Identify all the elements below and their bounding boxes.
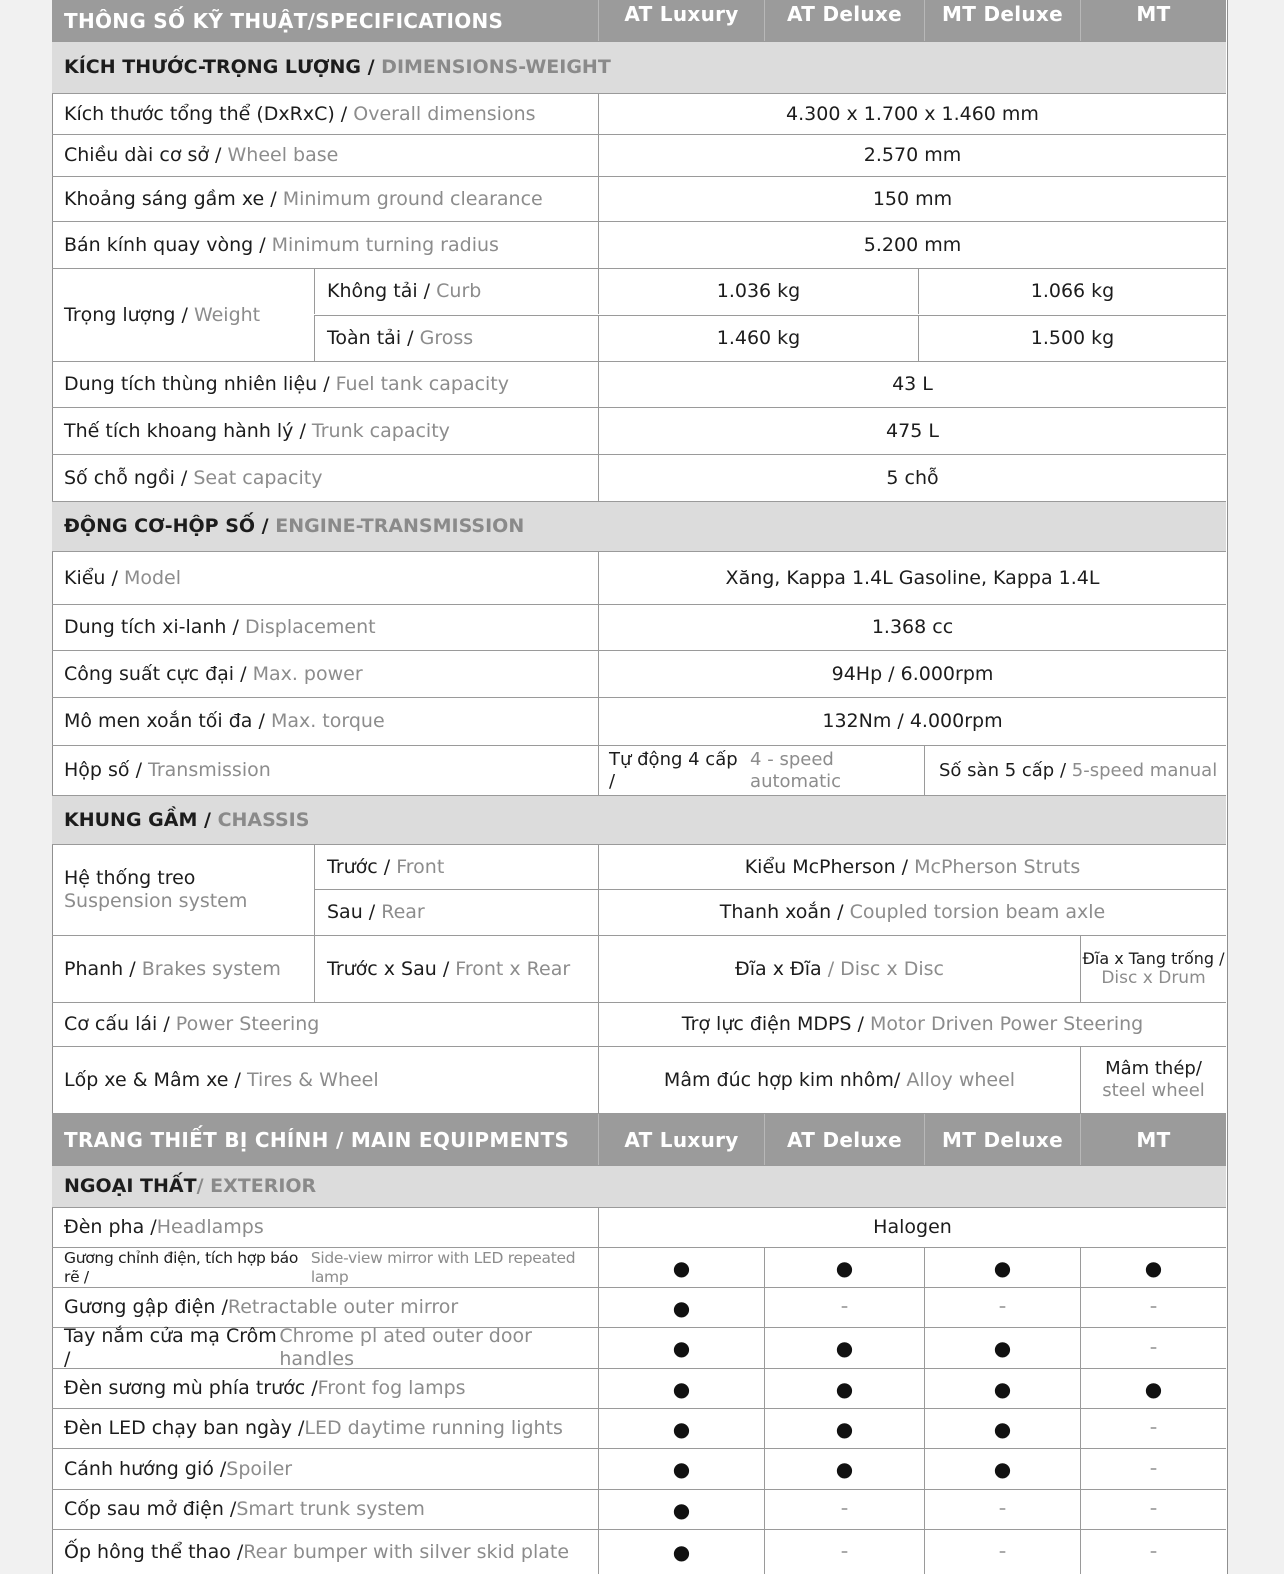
table-row: [52, 408, 1226, 455]
value-vi: Thanh xoắn /: [719, 901, 844, 924]
row-label: [52, 1047, 598, 1113]
row-label: [52, 408, 598, 454]
label-en: 4 - speed automatic: [750, 748, 842, 792]
table-row: [52, 1409, 1226, 1449]
row-label: [52, 1369, 598, 1408]
row-label: [52, 845, 314, 935]
row-label: [52, 222, 598, 268]
table-row: [52, 222, 1226, 269]
row-value: 1.368 cc: [598, 605, 1226, 650]
mark-at-deluxe: ●: [764, 1248, 924, 1287]
label-en: Max. torque: [270, 710, 385, 733]
label-en: Transmission: [148, 759, 271, 782]
label-en: Fuel tank capacity: [335, 373, 510, 396]
value-en: steel wheel: [1102, 1080, 1205, 1101]
value-vi: Trợ lực điện MDPS /: [681, 1013, 864, 1036]
transmission-mt: [924, 746, 1226, 795]
row-label: [52, 1208, 598, 1247]
table-row: [52, 135, 1226, 177]
row-value: 43 L: [598, 362, 1226, 407]
label-en: Suspension system: [64, 890, 248, 912]
label-vi: Ốp hông thể thao /: [64, 1540, 244, 1563]
row-label: [52, 1490, 598, 1529]
mark-mt-deluxe: ●: [924, 1409, 1080, 1448]
section-title: [52, 1166, 1226, 1207]
suspension-rear-value: [598, 890, 1226, 935]
row-value: 475 L: [598, 408, 1226, 454]
sub-label-front: [314, 845, 598, 889]
label-vi: Dung tích thùng nhiên liệu /: [64, 373, 330, 396]
variant-mt-deluxe: MT Deluxe: [924, 1114, 1080, 1165]
value-en: McPherson Struts: [914, 855, 1081, 878]
value-vi: Kiểu McPherson /: [744, 855, 909, 878]
label-en: Headlamps: [156, 1216, 264, 1239]
label-en: Curb: [436, 280, 482, 303]
table-row-brakes: [52, 936, 1226, 1003]
label-en: Front: [396, 855, 445, 878]
tires-mt-value: [1080, 1047, 1226, 1113]
mark-mt: –: [1080, 1530, 1226, 1574]
row-label: [52, 1530, 598, 1574]
row-label: [52, 269, 314, 361]
label-vi: Số chỗ ngồi /: [64, 466, 188, 489]
tires-main-value: [598, 1047, 1080, 1113]
equipment-header-row: [52, 1114, 1226, 1166]
row-label: [52, 605, 598, 650]
variant-mt-deluxe: MT Deluxe: [924, 0, 1080, 41]
row-label: [52, 1449, 598, 1489]
mark-mt-deluxe: ●: [924, 1449, 1080, 1489]
mark-mt: ●: [1080, 1248, 1226, 1287]
mark-at-luxury: ●: [598, 1288, 764, 1327]
row-value: 132Nm / 4.000rpm: [598, 698, 1226, 745]
label-en: Tires & Wheel: [246, 1068, 379, 1091]
row-value: [598, 1003, 1226, 1046]
table-row: [52, 1288, 1226, 1328]
label-vi: Toàn tải /: [327, 327, 414, 350]
table-row: [52, 177, 1226, 222]
section-engine: [52, 502, 1226, 552]
divider: [314, 889, 1226, 890]
label-vi: Gương gập điện /: [64, 1296, 228, 1319]
label-vi: Hộp số /: [64, 759, 142, 782]
row-label: [52, 1409, 598, 1448]
row-value: 5 chỗ: [598, 455, 1226, 501]
label-en: Smart trunk system: [236, 1498, 425, 1521]
row-value: 4.300 x 1.700 x 1.460 mm: [598, 94, 1226, 134]
label-en: 5-speed manual: [1071, 759, 1218, 781]
mark-mt: –: [1080, 1490, 1226, 1529]
label-vi: Tự động 4 cấp /: [609, 748, 738, 792]
label-en: Front fog lamps: [317, 1377, 466, 1400]
row-label: [52, 936, 314, 1002]
table-row: [52, 1208, 1226, 1248]
label-vi: Đèn sương mù phía trước /: [64, 1377, 318, 1400]
label-vi: Cánh hướng gió /: [64, 1457, 227, 1480]
row-label: [52, 552, 598, 604]
mark-at-deluxe: –: [764, 1530, 924, 1574]
section-title: [52, 796, 1226, 844]
mark-at-deluxe: –: [764, 1490, 924, 1529]
value-vi: Mâm thép/: [1105, 1058, 1202, 1080]
row-label: [52, 94, 598, 134]
label-vi: Trước x Sau /: [327, 957, 450, 980]
table-row: [52, 1369, 1226, 1409]
variant-mt: MT: [1080, 0, 1226, 41]
variant-at-luxury: AT Luxury: [598, 1114, 764, 1165]
mark-mt: –: [1080, 1288, 1226, 1327]
mark-at-luxury: ●: [598, 1449, 764, 1489]
label-en: Weight: [193, 303, 261, 326]
mark-at-luxury: ●: [598, 1490, 764, 1529]
value-en: Alloy wheel: [906, 1068, 1016, 1091]
variant-at-deluxe: AT Deluxe: [764, 0, 924, 41]
mark-at-deluxe: –: [764, 1288, 924, 1327]
label-en: Gross: [419, 327, 474, 350]
label-en: Trunk capacity: [311, 419, 450, 442]
sub-label-gross: [314, 316, 598, 361]
suspension-front-value: [598, 845, 1226, 889]
label-en: Model: [123, 566, 182, 589]
table-row: [52, 1325, 1226, 1370]
label-en: Minimum ground clearance: [282, 187, 543, 210]
row-label: [52, 177, 598, 221]
section-title-vi: NGOẠI THẤT: [64, 1175, 197, 1198]
row-value: 5.200 mm: [598, 222, 1226, 268]
row-label: [52, 135, 598, 176]
table-row: [52, 94, 1226, 135]
label-vi: Khoảng sáng gầm xe /: [64, 187, 277, 210]
mark-mt-deluxe: –: [924, 1288, 1080, 1327]
transmission-at: [598, 746, 924, 795]
section-title-vi: ĐỘNG CƠ-HỘP SỐ /: [64, 515, 269, 538]
label-en: Front x Rear: [455, 957, 571, 980]
table-row: [52, 605, 1226, 651]
row-label: [52, 1325, 598, 1370]
mark-mt-deluxe: –: [924, 1490, 1080, 1529]
table-row-suspension: [52, 845, 1226, 936]
row-label: [52, 698, 598, 745]
section-dimensions: [52, 42, 1226, 94]
table-row: [52, 1490, 1226, 1530]
label-en: Rear bumper with silver skid plate: [243, 1540, 570, 1563]
label-en: Retractable outer mirror: [227, 1296, 459, 1319]
variant-mt: MT: [1080, 1114, 1226, 1165]
value-en: Disc x Drum: [1101, 968, 1206, 989]
label-vi: Chiều dài cơ sở /: [64, 144, 222, 167]
mark-at-deluxe: ●: [764, 1369, 924, 1408]
row-label: [52, 746, 598, 795]
label-en: Seat capacity: [193, 466, 323, 489]
value-vi: Mâm đúc hợp kim nhôm/: [663, 1068, 901, 1091]
row-value: Xăng, Kappa 1.4L Gasoline, Kappa 1.4L: [598, 552, 1226, 604]
table-row-weight: [52, 269, 1226, 362]
label-vi: Công suất cực đại /: [64, 662, 247, 685]
table-row: [52, 651, 1226, 698]
label-vi: Hệ thống treo: [64, 867, 196, 890]
mark-mt: –: [1080, 1409, 1226, 1448]
row-label: [52, 362, 598, 407]
row-value: 150 mm: [598, 177, 1226, 221]
label-en: Power Steering: [175, 1013, 320, 1036]
section-title-vi: KÍCH THƯỚC-TRỌNG LƯỢNG /: [64, 56, 375, 79]
equipment-header-title: TRANG THIẾT BỊ CHÍNH / MAIN EQUIPMENTS: [64, 1127, 570, 1152]
sub-label-curb: [314, 269, 598, 314]
value-vi: Đĩa x Đĩa: [735, 957, 822, 980]
mark-mt-deluxe: ●: [924, 1248, 1080, 1287]
mark-at-luxury: ●: [598, 1530, 764, 1574]
mark-at-deluxe: ●: [764, 1409, 924, 1448]
label-en: Overall dimensions: [353, 102, 536, 125]
section-title: [52, 502, 1226, 551]
section-chassis: [52, 796, 1226, 845]
section-title-en: CHASSIS: [217, 808, 310, 831]
label-vi: Trước /: [327, 855, 391, 878]
label-vi: Cốp sau mở điện /: [64, 1498, 237, 1521]
label-vi: Gương chỉnh điện, tích hợp báo rẽ /: [64, 1248, 299, 1286]
label-vi: Kiểu /: [64, 566, 118, 589]
label-en: Displacement: [244, 616, 376, 639]
spec-header-title: THÔNG SỐ KỸ THUẬT/SPECIFICATIONS: [64, 8, 504, 33]
label-en: Spoiler: [226, 1457, 293, 1480]
mark-mt-deluxe: ●: [924, 1328, 1080, 1368]
mark-mt-deluxe: –: [924, 1530, 1080, 1574]
label-en: Brakes system: [141, 957, 281, 980]
table-row: [52, 1530, 1226, 1574]
mark-mt: –: [1080, 1328, 1226, 1368]
label-vi: Tay nắm cửa mạ Crôm /: [64, 1325, 277, 1370]
label-en: Rear: [381, 901, 425, 924]
row-label: [52, 1248, 598, 1287]
row-value: 94Hp / 6.000rpm: [598, 651, 1226, 697]
table-row: [52, 1449, 1226, 1490]
label-vi: Dung tích xi-lanh /: [64, 616, 239, 639]
table-row: [52, 746, 1226, 796]
divider: [314, 315, 1226, 316]
table-row: [52, 552, 1226, 605]
label-vi: Không tải /: [327, 280, 431, 303]
section-title-en: / EXTERIOR: [196, 1175, 317, 1198]
label-en: Side-view mirror with LED repeated lamp: [310, 1248, 576, 1286]
mark-mt: ●: [1080, 1369, 1226, 1408]
row-label: [52, 651, 598, 697]
label-vi: Sau /: [327, 901, 376, 924]
label-vi: Đèn pha /: [64, 1216, 157, 1239]
label-vi: Trọng lượng /: [64, 303, 188, 326]
row-value: 2.570 mm: [598, 135, 1226, 176]
label-en: LED daytime running lights: [304, 1417, 563, 1440]
section-title-en: DIMENSIONS-WEIGHT: [381, 56, 611, 79]
label-vi: Kích thước tổng thể (DxRxC) /: [64, 102, 348, 125]
table-row: [52, 1003, 1226, 1047]
table-row: [52, 455, 1226, 502]
label-vi: Mô men xoắn tối đa /: [64, 710, 265, 733]
row-label: [52, 1003, 598, 1046]
section-title-en: ENGINE-TRANSMISSION: [275, 515, 525, 538]
label-vi: Số sàn 5 cấp /: [939, 759, 1067, 781]
gross-at-value: 1.460 kg: [598, 316, 918, 361]
brakes-mt-value: [1080, 936, 1226, 1002]
value-en: Motor Driven Power Steering: [870, 1013, 1144, 1036]
label-vi: Thế tích khoang hành lý /: [64, 419, 306, 442]
table-row: [52, 1248, 1226, 1288]
section-exterior: [52, 1166, 1226, 1208]
value-vi: Đĩa x Tang trống /: [1082, 949, 1225, 969]
curb-at-value: 1.036 kg: [598, 269, 918, 314]
mark-at-luxury: ●: [598, 1248, 764, 1287]
variant-at-deluxe: AT Deluxe: [764, 1114, 924, 1165]
label-en: Chrome pl ated outer door handles: [279, 1325, 532, 1370]
variant-at-luxury: AT Luxury: [598, 0, 764, 41]
table-row: [52, 1047, 1226, 1114]
value-en: Coupled torsion beam axle: [849, 901, 1106, 924]
mark-at-deluxe: ●: [764, 1328, 924, 1368]
row-label: [52, 1288, 598, 1327]
mark-mt-deluxe: ●: [924, 1369, 1080, 1408]
gross-mt-value: 1.500 kg: [918, 316, 1226, 361]
label-vi: Bán kính quay vòng /: [64, 233, 266, 256]
label-en: Wheel base: [227, 144, 339, 167]
mark-at-deluxe: ●: [764, 1449, 924, 1489]
mark-at-luxury: ●: [598, 1328, 764, 1368]
section-title-vi: KHUNG GẦM /: [64, 808, 211, 831]
section-title: [52, 42, 1226, 93]
row-label: [52, 455, 598, 501]
label-vi: Cơ cấu lái /: [64, 1013, 170, 1036]
value-en: / Disc x Disc: [827, 957, 944, 980]
row-value: Halogen: [598, 1208, 1226, 1247]
mark-at-luxury: ●: [598, 1369, 764, 1408]
label-en: Max. power: [252, 662, 363, 685]
label-vi: Phanh /: [64, 957, 136, 980]
mark-at-luxury: ●: [598, 1409, 764, 1448]
table-row: [52, 698, 1226, 746]
brakes-main-value: [598, 936, 1080, 1002]
curb-mt-value: 1.066 kg: [918, 269, 1226, 314]
sub-label-rear: [314, 890, 598, 935]
mark-mt: –: [1080, 1449, 1226, 1489]
spec-header-row: [52, 0, 1226, 42]
table-row: [52, 362, 1226, 408]
label-vi: Đèn LED chạy ban ngày /: [64, 1417, 305, 1440]
label-vi: Lốp xe & Mâm xe /: [64, 1068, 241, 1091]
sub-label-front-rear: [314, 936, 598, 1002]
label-en: Minimum turning radius: [271, 233, 499, 256]
